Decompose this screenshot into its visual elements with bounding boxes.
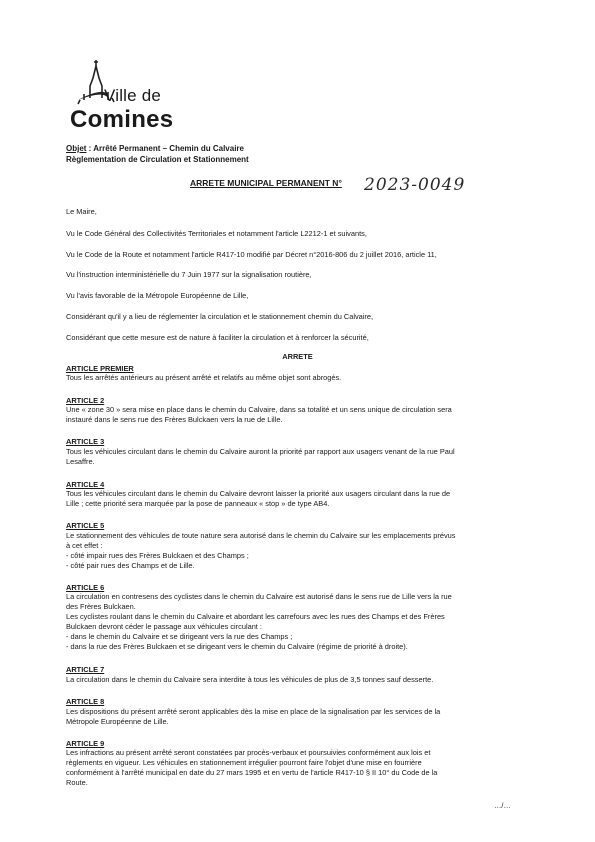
article-9-line: Route. bbox=[66, 778, 88, 787]
decree-title-text: ARRETE MUNICIPAL PERMANENT N° bbox=[190, 178, 342, 188]
article-5-line: - côté pair rues des Champs et de Lille. bbox=[66, 561, 195, 570]
article-5-line: Le stationnement des véhicules de toute nature sera autorisé dans le chemin du Calvaire sur les emplacements prévus bbox=[66, 531, 456, 540]
article-5-line: à cet effet : bbox=[66, 541, 103, 550]
article-6-line: - dans le chemin du Calvaire et se dirigeant vers la rue des Champs ; bbox=[66, 632, 293, 641]
article-9-line: conformément à l'arrêté municipal en date du 27 mars 1995 et en vertu de l'article R417-10 § II 10° du Code de la bbox=[66, 768, 438, 777]
article-7-line: La circulation dans le chemin du Calvaire sera interdite à tous les véhicules de plus de 3,5 tonnes sauf desserte. bbox=[66, 675, 434, 684]
article-6-line: Les cyclistes roulant dans le chemin du Calvaire et abordant les carrefours avec les rues des Champs et des Frères bbox=[66, 612, 445, 621]
article-8-line: Les dispositions du présent arrêté seront applicables dès la mise en place de la signalisation par les services de la bbox=[66, 707, 441, 716]
logo-text-ville-de: Ville de bbox=[104, 86, 162, 105]
page-continuation-marker: …/… bbox=[494, 801, 511, 810]
article-3-line: Tous les véhicules circulant dans le chemin du Calvaire auront la priorité par rapport aux usagers venant de la rue Paul bbox=[66, 447, 455, 456]
vu-line-4: Vu l'avis favorable de la Métropole Européenne de Lille, bbox=[66, 291, 249, 300]
article-2-line: instauré dans le sens rue des Frères Bulckaen vers la rue de Lille. bbox=[66, 415, 283, 424]
mayor-line: Le Maire, bbox=[66, 207, 97, 216]
vu-line-1: Vu le Code Général des Collectivités Territoriales et notamment l'article L2212-1 et suivants, bbox=[66, 229, 367, 238]
article-4-title: ARTICLE 4 bbox=[66, 480, 105, 489]
subject-text: : Arrêté Permanent – Chemin du Calvaire bbox=[86, 144, 244, 153]
article-6-line: Bulckaen devront céder le passage aux véhicules circulant : bbox=[66, 622, 262, 631]
article-9-line: Les infractions au présent arrêté seront constatées par procès-verbaux et poursuivies conformément aux lois et bbox=[66, 748, 431, 757]
article-6-line: La circulation en contresens des cyclistes dans le chemin du Calvaire est autorisé dans le sens rue de Lille vers la rue bbox=[66, 592, 452, 601]
article-9-line: règlements en vigueur. Les véhicules en stationnement irrégulier pourront faire l'objet d'une mise en fourrière bbox=[66, 758, 422, 767]
article-3-title: ARTICLE 3 bbox=[66, 437, 105, 446]
article-4-line: Tous les véhicules circulant dans le chemin du Calvaire devront laisser la priorité aux usagers circulant dans la rue de bbox=[66, 489, 451, 498]
subject-block bbox=[66, 143, 249, 165]
article-8-line: Métropole Européenne de Lille. bbox=[66, 717, 169, 726]
vu-line-3: Vu l'instruction interministérielle du 7 Juin 1977 sur la signalisation routière, bbox=[66, 270, 312, 279]
article-5-title: ARTICLE 5 bbox=[66, 521, 105, 530]
article-8-title: ARTICLE 8 bbox=[66, 697, 105, 706]
considerant-line-1: Considérant qu'il y a lieu de réglementer la circulation et le stationnement chemin du Calvaire, bbox=[66, 312, 374, 321]
article-5-line: - côté impair rues des Frères Bulckaen et des Champs ; bbox=[66, 551, 249, 560]
subject-label: Objet bbox=[66, 144, 87, 153]
article-2-line: Une « zone 30 » sera mise en place dans le chemin du Calvaire, dans sa totalité et un sens unique de circulation sera bbox=[66, 405, 452, 414]
article-7-title: ARTICLE 7 bbox=[66, 665, 105, 674]
article-9-title: ARTICLE 9 bbox=[66, 739, 105, 748]
article-4-line: Lille ; cette priorité sera marquée par la pose de panneaux « stop » de type AB4. bbox=[66, 499, 330, 508]
logo-text-comines: Comines bbox=[70, 106, 174, 133]
decree-number: 2023-0049 bbox=[364, 175, 466, 195]
considerant-line-2: Considérant que cette mesure est de nature à faciliter la circulation et à renforcer la sécurité, bbox=[66, 333, 369, 342]
subject-line-2: Règlementation de Circulation et Stationnement bbox=[66, 155, 249, 164]
article-6-line: des Frères Bulckaen. bbox=[66, 602, 136, 611]
article-1-line: Tous les arrêtés antérieurs au présent arrêté et relatifs au même objet sont abrogés. bbox=[66, 373, 342, 382]
article-6-line: - dans la rue des Frères Bulckaen et se dirigeant vers le chemin du Calvaire (régime de priorité à droite). bbox=[66, 642, 408, 651]
decree-title bbox=[190, 178, 342, 188]
article-6-title: ARTICLE 6 bbox=[66, 583, 105, 592]
article-2-title: ARTICLE 2 bbox=[66, 396, 105, 405]
article-1-title: ARTICLE PREMIER bbox=[66, 364, 134, 373]
vu-line-2: Vu le Code de la Route et notamment l'article R417-10 modifié par Décret n°2016-806 du 2 juillet 2016, article 11, bbox=[66, 250, 437, 259]
arrete-heading: ARRETE bbox=[282, 352, 313, 361]
article-3-line: Lesaffre. bbox=[66, 457, 95, 466]
